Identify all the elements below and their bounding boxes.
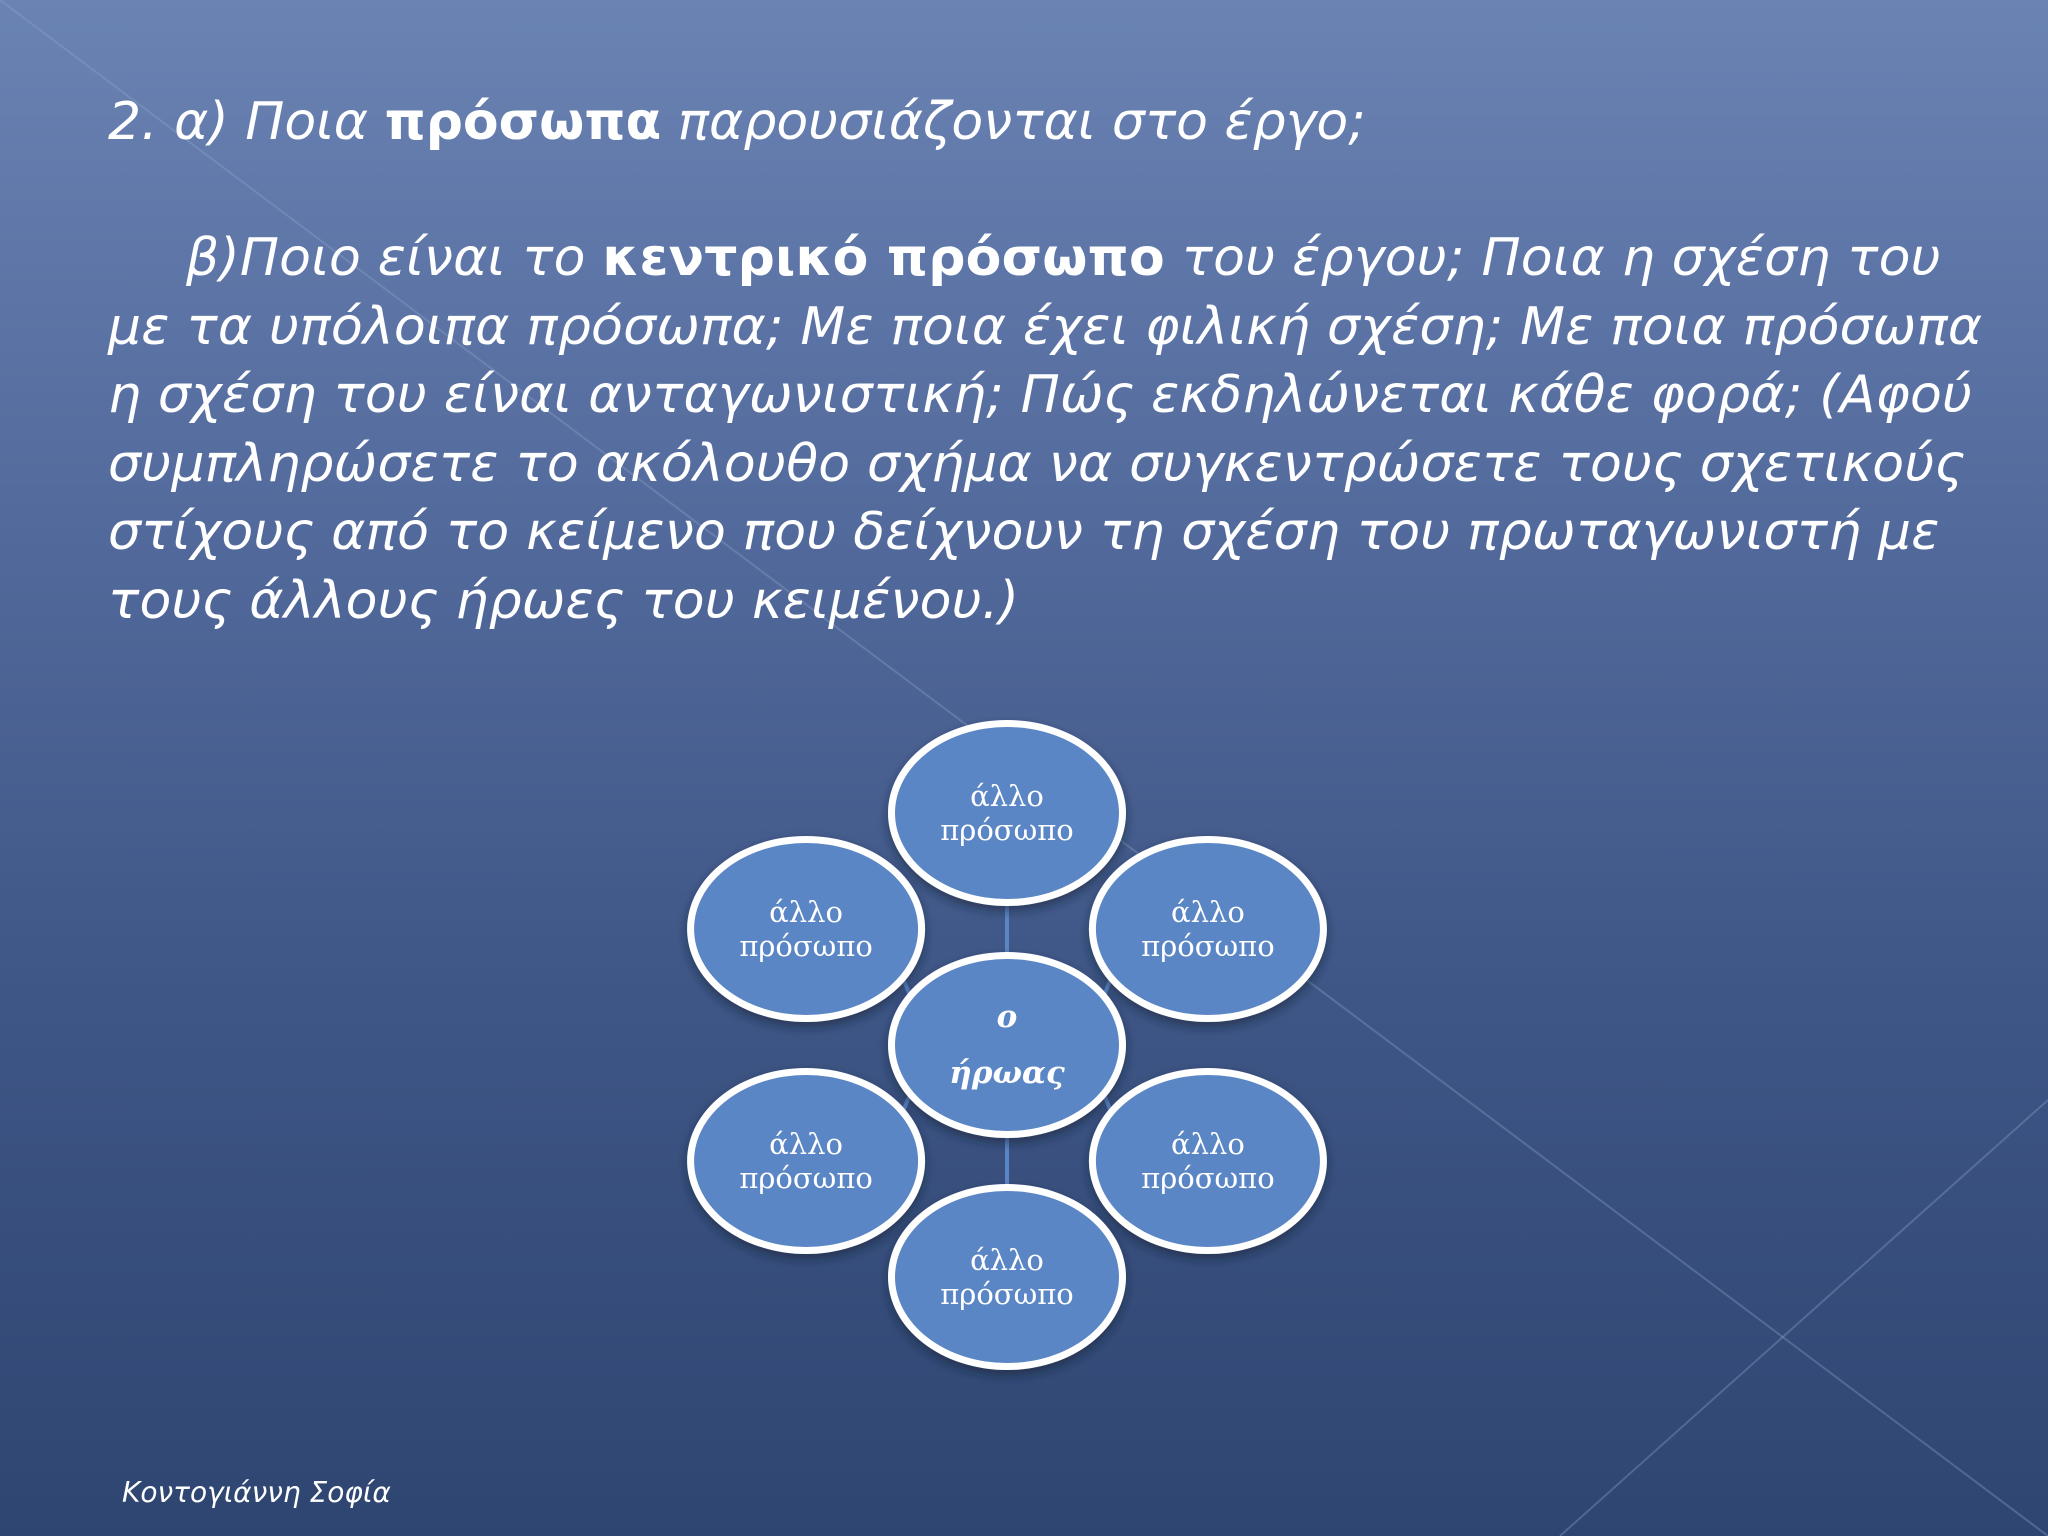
other-person-node-6 bbox=[687, 836, 925, 1022]
hero-label-line2: ήρωας bbox=[949, 1055, 1065, 1091]
question-a: 2. α) Ποια πρόσωπα παρουσιάζονται στο έργο; bbox=[108, 92, 1366, 152]
nodes bbox=[687, 720, 1327, 1370]
other-person-label-3-line1: άλλο bbox=[1171, 1127, 1245, 1161]
question-b-emphasis: κεντρικό πρόσωπο bbox=[602, 228, 1165, 288]
other-person-label-5-line2: πρόσωπο bbox=[739, 1161, 873, 1195]
other-person-node-4 bbox=[888, 1184, 1126, 1370]
other-person-label-1-line1: άλλο bbox=[970, 779, 1044, 813]
question-b: β)Ποιο είναι το κεντρικό πρόσωπο του έργου; Ποια η σχέση του με τα υπόλοιπα πρόσωπα; Με ποια έχει φιλική σχέση; Με ποια πρόσωπα η σχέση του είναι ανταγωνιστική; Πώς εκδηλώνεται κάθε φορά; (Αφού συμπληρώσετε το ακόλουθο σχήμα να συγκεντρώσετε τους σχετικούς στίχους από το κείμενο που δείχνουν τη σχέση του πρωταγωνιστή με τους άλλους ήρωες του κειμένου.) bbox=[108, 228, 1983, 631]
other-person-label-4-line1: άλλο bbox=[970, 1243, 1044, 1277]
other-person-node-2 bbox=[1089, 836, 1327, 1022]
other-person-label-1-line2: πρόσωπο bbox=[940, 813, 1074, 847]
other-person-node-1 bbox=[888, 720, 1126, 906]
other-person-label-2-line1: άλλο bbox=[1171, 895, 1245, 929]
other-person-label-5-line1: άλλο bbox=[769, 1127, 843, 1161]
other-person-label-6-line1: άλλο bbox=[769, 895, 843, 929]
other-person-node-3 bbox=[1089, 1068, 1327, 1254]
hero-label-line1: ο bbox=[996, 999, 1018, 1035]
question-a-emphasis: πρόσωπα bbox=[384, 92, 662, 152]
hero-relations-diagram bbox=[600, 700, 1420, 1400]
other-person-label-4-line2: πρόσωπο bbox=[940, 1277, 1074, 1311]
other-person-label-3-line2: πρόσωπο bbox=[1141, 1161, 1275, 1195]
hero-node bbox=[888, 952, 1126, 1138]
other-person-label-2-line2: πρόσωπο bbox=[1141, 929, 1275, 963]
other-person-label-6-line2: πρόσωπο bbox=[739, 929, 873, 963]
author-credit: Κοντογιάννη Σοφία bbox=[122, 1476, 391, 1509]
other-person-node-5 bbox=[687, 1068, 925, 1254]
